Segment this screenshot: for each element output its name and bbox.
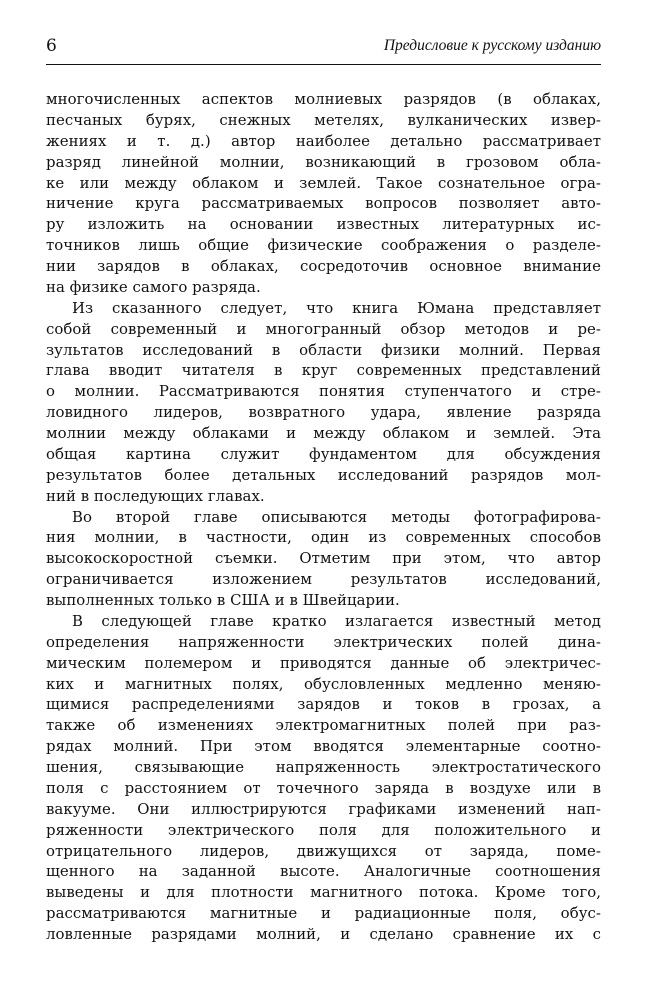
text-line: ловидного лидеров, возвратного удара, явление разряда bbox=[46, 403, 601, 422]
text-line: рассматриваются магнитные и радиационные поля, обус- bbox=[46, 904, 601, 923]
text-line: выполненных только в США и в Швейцарии. bbox=[46, 591, 400, 609]
text-line: нии зарядов в облаках, сосредоточив основное внимание bbox=[46, 257, 601, 275]
text-line: рядах молний. При этом вводятся элементарные соотно- bbox=[46, 737, 601, 756]
page-number: 6 bbox=[46, 36, 57, 56]
paragraph-first-line: Из сказанного следует, что книга Юмана представляет bbox=[72, 298, 601, 317]
text-line: ке или между облаком и землей. Такое сознательное огра- bbox=[46, 173, 601, 192]
text-line: поля с расстоянием от точечного заряда в воздухе или в bbox=[46, 778, 601, 797]
text-line: о молнии. Рассматриваются понятия ступенчатого и стре- bbox=[46, 382, 601, 401]
text-line: зультатов исследований в области физики молний. Первая bbox=[46, 340, 601, 359]
text-line: выведены и для плотности магнитного потока. Кроме того, bbox=[46, 883, 601, 902]
text-line: глава вводит читателя в круг современных представлений bbox=[46, 361, 601, 380]
text-line: ряженности электрического поля для положительного и bbox=[46, 820, 601, 839]
text-line: многочисленных аспектов молниевых разрядов (в облаках, bbox=[46, 90, 601, 108]
text-line: на физике самого разряда. bbox=[46, 277, 261, 296]
text-line: ния молнии, в частности, один из современных способов bbox=[46, 528, 601, 547]
body-text bbox=[46, 89, 601, 945]
text-line: ничение круга рассматриваемых вопросов позволяет авто- bbox=[46, 194, 601, 213]
paragraph-first-line: В следующей главе кратко излагается известный метод bbox=[72, 611, 601, 630]
running-title: Предисловие к русскому изданию bbox=[383, 37, 601, 54]
text-line: вакууме. Они иллюстрируются графиками изменений нап- bbox=[46, 799, 601, 818]
text-line: общая картина служит фундаментом для обсуждения bbox=[46, 444, 601, 463]
text-line: определения напряженности электрических полей дина- bbox=[46, 632, 601, 651]
page-header bbox=[46, 34, 601, 65]
text-line: щимися распределениями зарядов и токов в грозах, а bbox=[46, 695, 601, 714]
book-page bbox=[46, 34, 601, 945]
paragraph-first-line: Во второй главе описываются методы фотографирова- bbox=[72, 507, 601, 526]
text-line: ру изложить на основании известных литературных ис- bbox=[46, 215, 601, 234]
text-line: ких и магнитных полях, обусловленных медленно меняю- bbox=[46, 674, 601, 693]
text-line: щенного на заданной высоте. Аналогичные соотношения bbox=[46, 862, 601, 881]
text-line: жениях и т. д.) автор наиболее детально рассматривает bbox=[46, 131, 601, 150]
text-line: мическим полемером и приводятся данные об электричес- bbox=[46, 653, 601, 672]
text-line: также об изменениях электромагнитных полей при раз- bbox=[46, 716, 601, 735]
text-line: точников лишь общие физические соображения о разделе- bbox=[46, 236, 601, 255]
text-line: отрицательного лидеров, движущихся от заряда, поме- bbox=[46, 841, 601, 860]
text-line: разряд линейной молнии, возникающий в грозовом обла- bbox=[46, 152, 601, 171]
text-line: ний в последующих главах. bbox=[46, 486, 265, 505]
text-line: молнии между облаками и между облаком и землей. Эта bbox=[46, 424, 601, 442]
text-line: ограничивается изложением результатов исследований, bbox=[46, 570, 601, 589]
text-line: шения, связывающие напряженность электростатического bbox=[46, 758, 601, 776]
text-line: высокоскоростной съемки. Отметим при этом, что автор bbox=[46, 549, 601, 568]
text-line: песчаных бурях, снежных метелях, вулканических извер- bbox=[46, 110, 601, 129]
text-line: результатов более детальных исследований разрядов мол- bbox=[46, 465, 601, 484]
text-line: собой современный и многогранный обзор методов и ре- bbox=[46, 319, 601, 338]
text-line: ловленные разрядами молний, и сделано сравнение их с bbox=[46, 925, 601, 943]
